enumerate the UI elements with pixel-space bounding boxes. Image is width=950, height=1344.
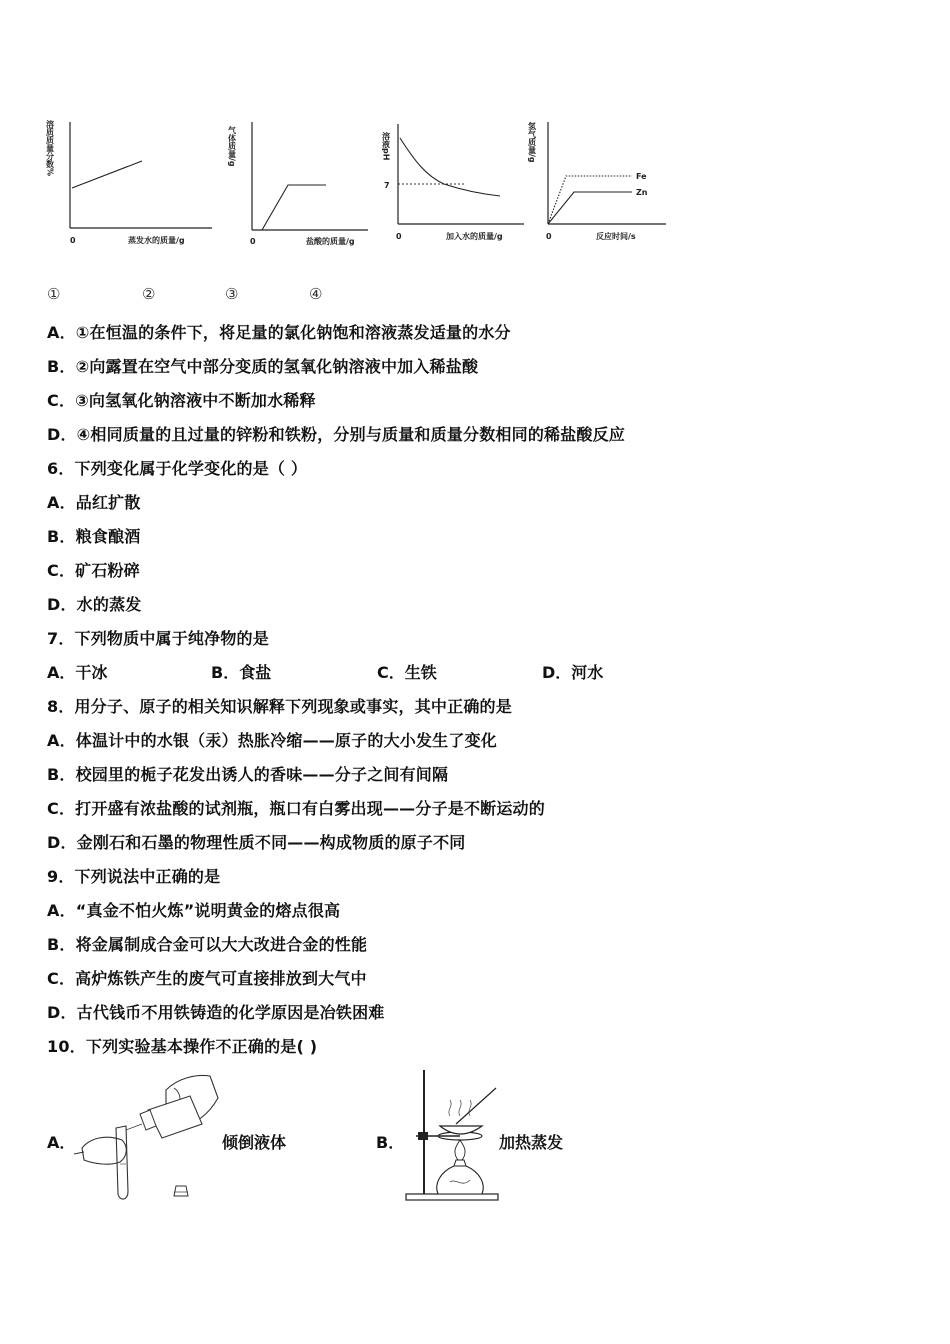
graph-number-2: ②: [142, 285, 156, 303]
pouring-liquid-figure: [70, 1068, 220, 1208]
q8-option-d: D．金刚石和石墨的物理性质不同——构成物质的原子不同: [47, 833, 466, 852]
q7-option-d: D．河水: [542, 663, 604, 682]
graph-1-origin: 0: [70, 236, 76, 245]
graph-3: [374, 108, 534, 258]
q6-option-d: D．水的蒸发: [47, 595, 142, 614]
graph-3-ylabel: 溶液pH: [381, 132, 391, 161]
graph-2-ylabel: 气体质量/g: [227, 126, 237, 167]
graph-4-origin: 0: [546, 232, 552, 241]
q9-option-a: A．“真金不怕火炼”说明黄金的熔点很高: [47, 901, 341, 920]
q5-option-a: A．①在恒温的条件下，将足量的氯化钠饱和溶液蒸发适量的水分: [47, 323, 511, 342]
graph-4-fe-line: [548, 176, 632, 224]
graph-number-4: ④: [309, 285, 323, 303]
graph-number-1: ①: [47, 285, 61, 303]
graph-4-fe-label: Fe: [636, 172, 647, 181]
q10-option-a-caption: 倾倒液体: [222, 1133, 287, 1152]
graph-2-origin: 0: [250, 237, 256, 246]
q6-stem: 6．下列变化属于化学变化的是（ ）: [47, 459, 308, 478]
q10-option-a-letter: A．: [47, 1133, 76, 1152]
graph-1: [44, 108, 214, 258]
q9-option-d: D．古代钱币不用铁铸造的化学原因是冶铁困难: [47, 1003, 385, 1022]
q6-option-a: A．品红扩散: [47, 493, 141, 512]
q9-stem: 9．下列说法中正确的是: [47, 867, 221, 886]
graph-2-xlabel: 盐酸的质量/g: [306, 237, 355, 246]
graph-1-ylabel: 溶质质量分数%: [45, 120, 55, 177]
q7-option-c: C．生铁: [377, 663, 437, 682]
q7-option-b: B．食盐: [211, 663, 272, 682]
q5-option-c: C．③向氢氧化钠溶液中不断加水稀释: [47, 391, 316, 410]
graph-2-line: [262, 185, 326, 230]
q5-option-d: D．④相同质量的且过量的锌粉和铁粉，分别与质量和质量分数相同的稀盐酸反应: [47, 425, 626, 444]
graph-number-3: ③: [225, 285, 239, 303]
graph-4: [526, 108, 676, 258]
q6-option-b: B．粮食酿酒: [47, 527, 141, 546]
q9-option-c: C．高炉炼铁产生的废气可直接排放到大气中: [47, 969, 367, 988]
q8-option-a: A．体温计中的水银（汞）热胀冷缩——原子的大小发生了变化: [47, 731, 497, 750]
graph-1-xlabel: 蒸发水的质量/g: [128, 236, 185, 245]
q7-stem: 7．下列物质中属于纯净物的是: [47, 629, 269, 648]
q8-option-c: C．打开盛有浓盐酸的试剂瓶，瓶口有白雾出现——分子是不断运动的: [47, 799, 545, 818]
q10-option-b-letter: B．: [376, 1133, 405, 1152]
graph-2: [206, 108, 376, 258]
q5-option-b: B．②向露置在空气中部分变质的氢氧化钠溶液中加入稀盐酸: [47, 357, 479, 376]
graph-4-xlabel: 反应时间/s: [596, 232, 636, 241]
graph-3-tick-7: 7: [384, 181, 390, 190]
graphs-row: [44, 108, 674, 258]
q6-option-c: C．矿石粉碎: [47, 561, 140, 580]
q8-option-b: B．校园里的栀子花发出诱人的香味——分子之间有间隔: [47, 765, 449, 784]
graph-3-curve: [400, 138, 500, 196]
graph-3-origin: 0: [396, 232, 402, 241]
graph-1-line: [72, 161, 142, 188]
graph-4-zn-label: Zn: [636, 188, 648, 197]
graph-4-ylabel: 氢气质量/g: [527, 122, 537, 163]
q8-stem: 8．用分子、原子的相关知识解释下列现象或事实，其中正确的是: [47, 697, 512, 716]
graph-3-xlabel: 加入水的质量/g: [446, 232, 503, 241]
q9-option-b: B．将金属制成合金可以大大改进合金的性能: [47, 935, 368, 954]
q10-stem: 10．下列实验基本操作不正确的是( ): [47, 1037, 318, 1056]
graph-4-zn-line: [548, 192, 632, 224]
heating-evaporation-figure: [400, 1066, 504, 1206]
q7-option-a: A．干冰: [47, 663, 108, 682]
q10-option-b-caption: 加热蒸发: [499, 1133, 564, 1152]
